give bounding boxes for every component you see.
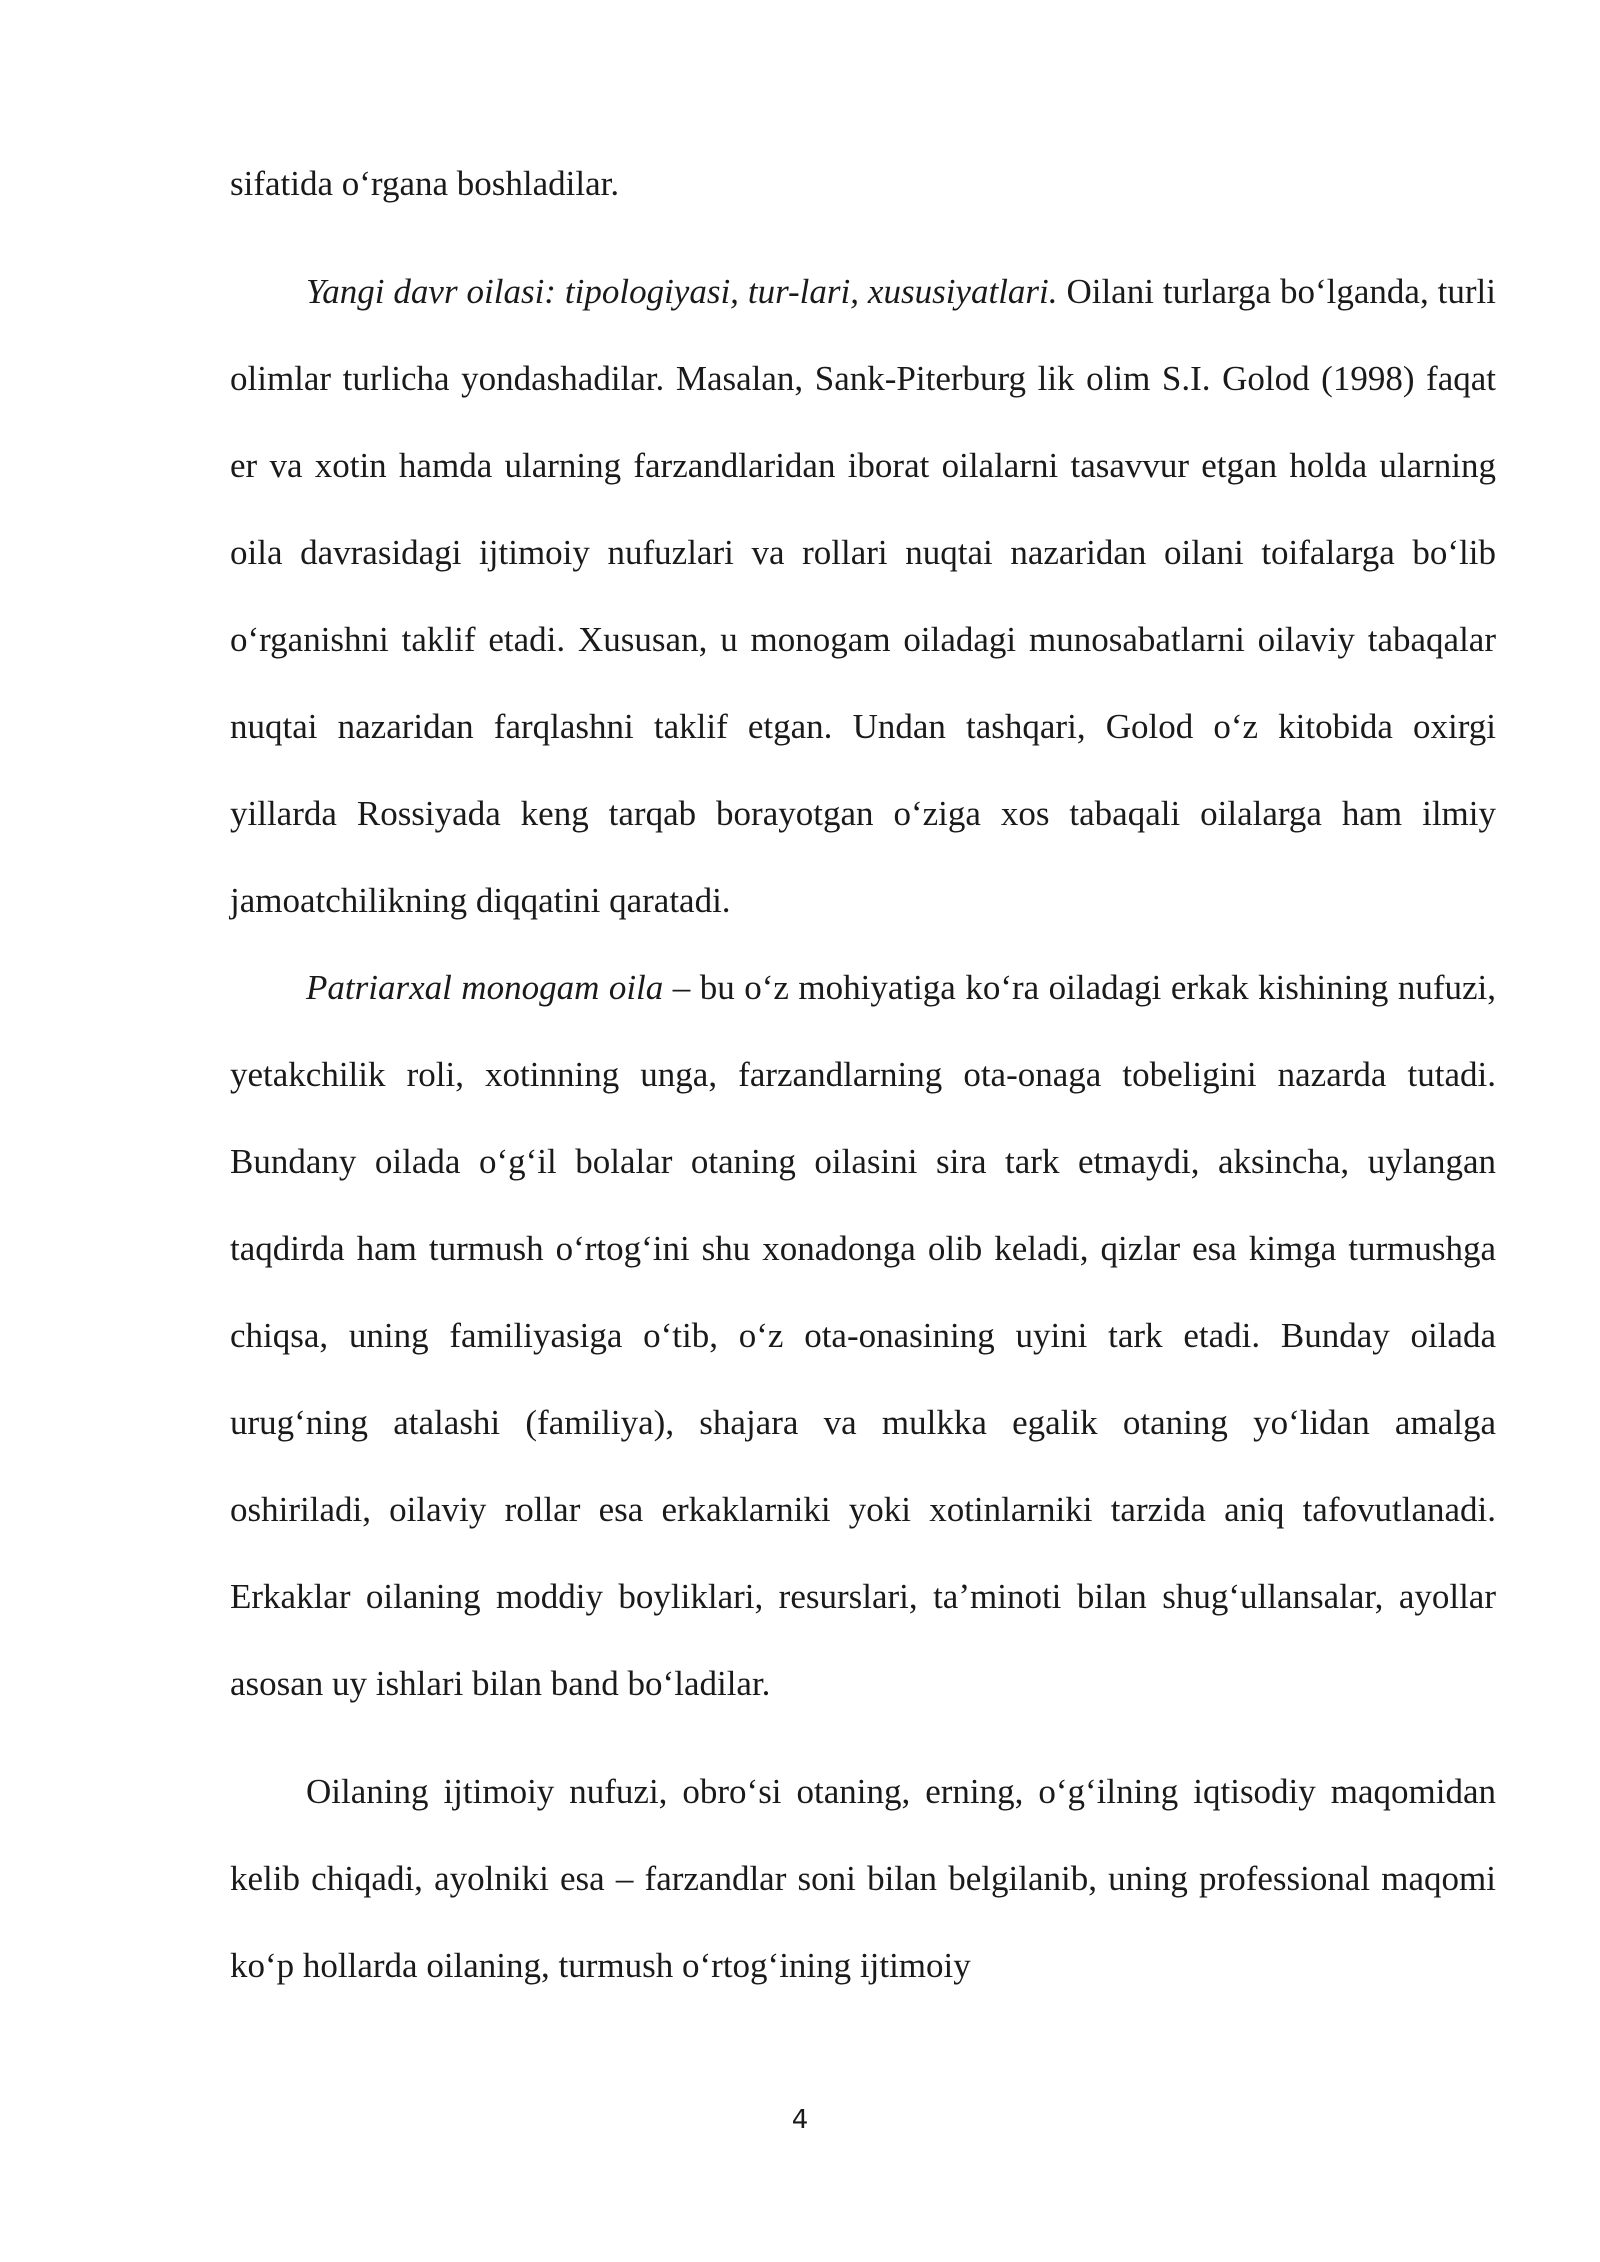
term-italic: Patriarxal monogam oila [306,968,664,1007]
page-number: 4 [791,2105,809,2135]
paragraph-text: sifatida oʻrgana boshladilar. [230,164,620,203]
body-text [230,140,1496,2009]
paragraph-continuation [230,140,1496,227]
paragraph-typology [230,248,1496,944]
paragraph-social-status [230,1748,1496,2009]
paragraph-text: Oilaning ijtimoiy nufuzi, obroʻsi otaning, erning, oʻgʻilning iqtisodiy maqomidan kelib chiqadi, ayolniki esa – farzandlar soni bilan belgilanib, uning professional maqomi koʻp hollarda oilaning, turmush oʻrtogʻining ijtimoiy [230,1772,1496,1985]
paragraph-text: – bu oʻz mohiyatiga koʻra oiladagi erkak kishining nufuzi, yetakchilik roli, xotinning unga, farzandlarning ota-onaga tobeligini nazarda tutadi. Bundany oilada oʻgʻil bolalar otaning oilasini sira tark etmaydi, aksincha, uylangan taqdirda ham turmush oʻrtogʻini shu xonadonga olib keladi, qizlar esa kimga turmushga chiqsa, uning familiyasiga oʻtib, oʻz ota-onasining uyini tark etadi. Bunday oilada urugʻning atalashi (familiya), shajara va mulkka egalik otaning yoʻlidan amalga oshiriladi, oilaviy rollar esa erkaklarniki yoki xotinlarniki tarzida aniq tafovutlanadi. Erkaklar oilaning moddiy boyliklari, resurslari, taʼminoti bilan shugʻullansalar, ayollar asosan uy ishlari bilan band boʻladilar. [230,968,1496,1703]
paragraph-patriarchal [230,944,1496,1727]
paragraph-text: Oilani turlarga boʻlganda, turli olimlar turlicha yondashadilar. Masalan, Sank-Piterburg lik olim S.I. Golod (1998) faqat er va xotin hamda ularning farzandlaridan iborat oilalarni tasavvur etgan holda ularning oila davrasidagi ijtimoiy nufuzlari va rollari nuqtai nazaridan oilani toifalarga boʻlib oʻrganishni taklif etadi. Xususan, u monogam oiladagi munosabatlarni oilaviy tabaqalar nuqtai nazaridan farqlashni taklif etgan. Undan tashqari, Golod oʻz kitobida oxirgi yillarda Rossiyada keng tarqab borayotgan oʻziga xos tabaqali oilalarga ham ilmiy jamoatchilikning diqqatini qaratadi. [230,272,1496,920]
section-heading-italic: Yangi davr oilasi: tipologiyasi, tur-lari, xususiyatlari. [306,272,1058,311]
